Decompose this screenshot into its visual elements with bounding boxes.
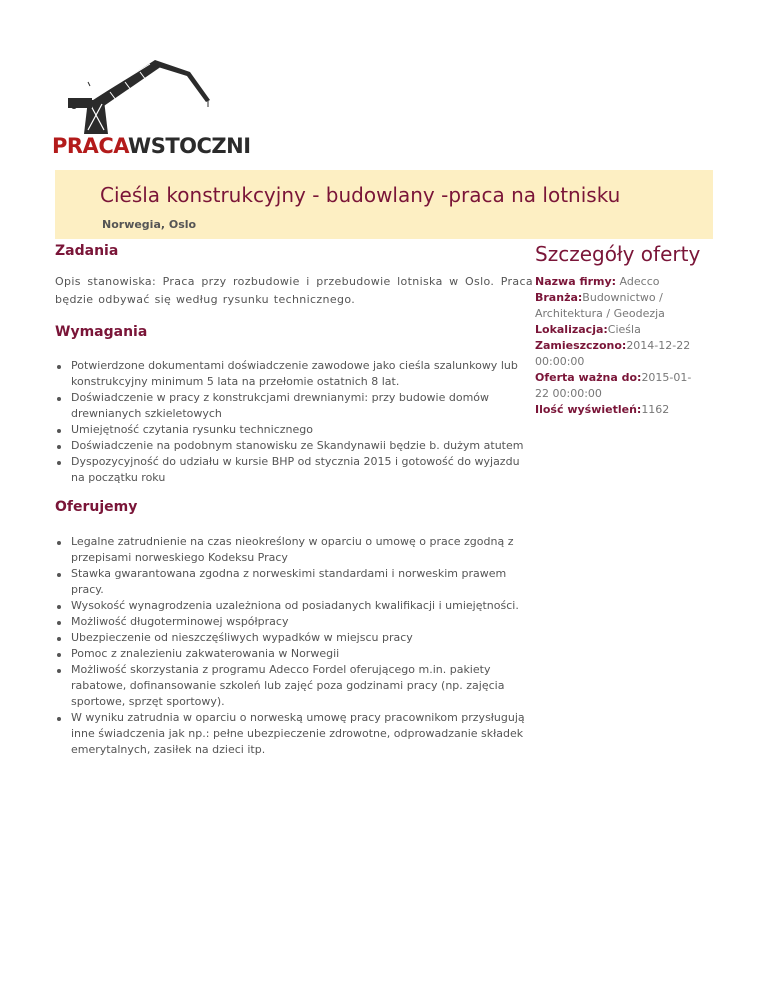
section-heading-zadania: Zadania (55, 243, 119, 259)
logo-wordmark: PRACAWSTOCZNI (52, 134, 251, 158)
detail-industry (535, 290, 705, 322)
list-item: Dyspozycyjność do udziału w kursie BHP od stycznia 2015 i gotowość do wyjazdu na początku roku (71, 454, 533, 486)
detail-value: Budownictwo / Architektura / Geodezja (535, 291, 665, 320)
detail-label: Branża: (535, 291, 583, 304)
detail-value: Cieśla (607, 323, 641, 336)
detail-label: Oferta ważna do: (535, 371, 642, 384)
detail-valid-until (535, 370, 705, 402)
detail-value: 1162 (641, 403, 670, 416)
offer-details-panel (535, 240, 705, 418)
requirements-list (55, 358, 533, 486)
job-title: Cieśla konstrukcyjny - budowlany -praca na lotnisku (100, 183, 621, 207)
detail-location (535, 322, 705, 338)
list-item: Ubezpieczenie od nieszczęśliwych wypadków w miejscu pracy (71, 630, 533, 646)
detail-label: Ilość wyświetleń: (535, 403, 642, 416)
detail-label: Lokalizacja: (535, 323, 608, 336)
list-item: Stawka gwarantowana zgodna z norweskimi standardami i norweskim prawem pracy. (71, 566, 533, 598)
section-heading-wymagania: Wymagania (55, 324, 148, 340)
detail-label: Zamieszczono: (535, 339, 627, 352)
offer-details-title: Szczegóły oferty (535, 242, 701, 266)
detail-value: 2015-01-22 00:00:00 (535, 371, 692, 400)
list-item: Umiejętność czytania rysunku technicznego (71, 422, 533, 438)
list-item: Możliwość długoterminowej współpracy (71, 614, 533, 630)
job-location: Norwegia, Oslo (102, 218, 197, 231)
list-item: Legalne zatrudnienie na czas nieokreślony w oparciu o umowę o prace zgodną z przepisami norweskiego Kodeksu Pracy (71, 534, 533, 566)
detail-label: Nazwa firmy: (535, 275, 617, 288)
job-description-column (55, 240, 533, 758)
section-heading-oferujemy: Oferujemy (55, 499, 138, 515)
detail-views (535, 402, 705, 418)
list-item: Doświadczenie na podobnym stanowisku ze Skandynawii będzie b. dużym atutem (71, 438, 533, 454)
detail-value: Adecco (616, 275, 660, 288)
detail-company (535, 274, 705, 290)
list-item: Doświadczenie w pracy z konstrukcjami drewnianymi: przy budowie domów drewnianych szkieletowych (71, 390, 533, 422)
detail-value: 2014-12-22 00:00:00 (535, 339, 691, 368)
list-item: Potwierdzone dokumentami doświadczenie zawodowe jako cieśla szalunkowy lub konstrukcyjny minimum 5 lata na przełomie ostatnich 8 lat. (71, 358, 533, 390)
site-logo[interactable] (50, 52, 250, 162)
list-item: Możliwość skorzystania z programu Adecco Fordel oferującego m.in. pakiety rabatowe, dofinansowanie szkoleń lub zajęć poza godzinami pracy (np. zajęcia sportowe, sprzęt sportowy). (71, 662, 533, 710)
shipyard-crane-icon (50, 52, 220, 137)
job-header-banner (55, 170, 713, 239)
list-item: W wyniku zatrudnia w oparciu o norweską umowę pracy pracownikom przysługują inne świadczenia jak np.: pełne ubezpieczenie zdrowotne, odprowadzanie składek emerytalnych, zasiłek na dzieci itp. (71, 710, 533, 758)
list-item: Pomoc z znalezieniu zakwaterowania w Norwegii (71, 646, 533, 662)
job-description-text: Opis stanowiska: Praca przy rozbudowie i przebudowie lotniska w Oslo. Praca będzie odbywać się według rysunku technicznego. (55, 275, 533, 306)
list-item: Wysokość wynagrodzenia uzależniona od posiadanych kwalifikacji i umiejętności. (71, 598, 533, 614)
offer-list (55, 534, 533, 758)
detail-posted (535, 338, 705, 370)
